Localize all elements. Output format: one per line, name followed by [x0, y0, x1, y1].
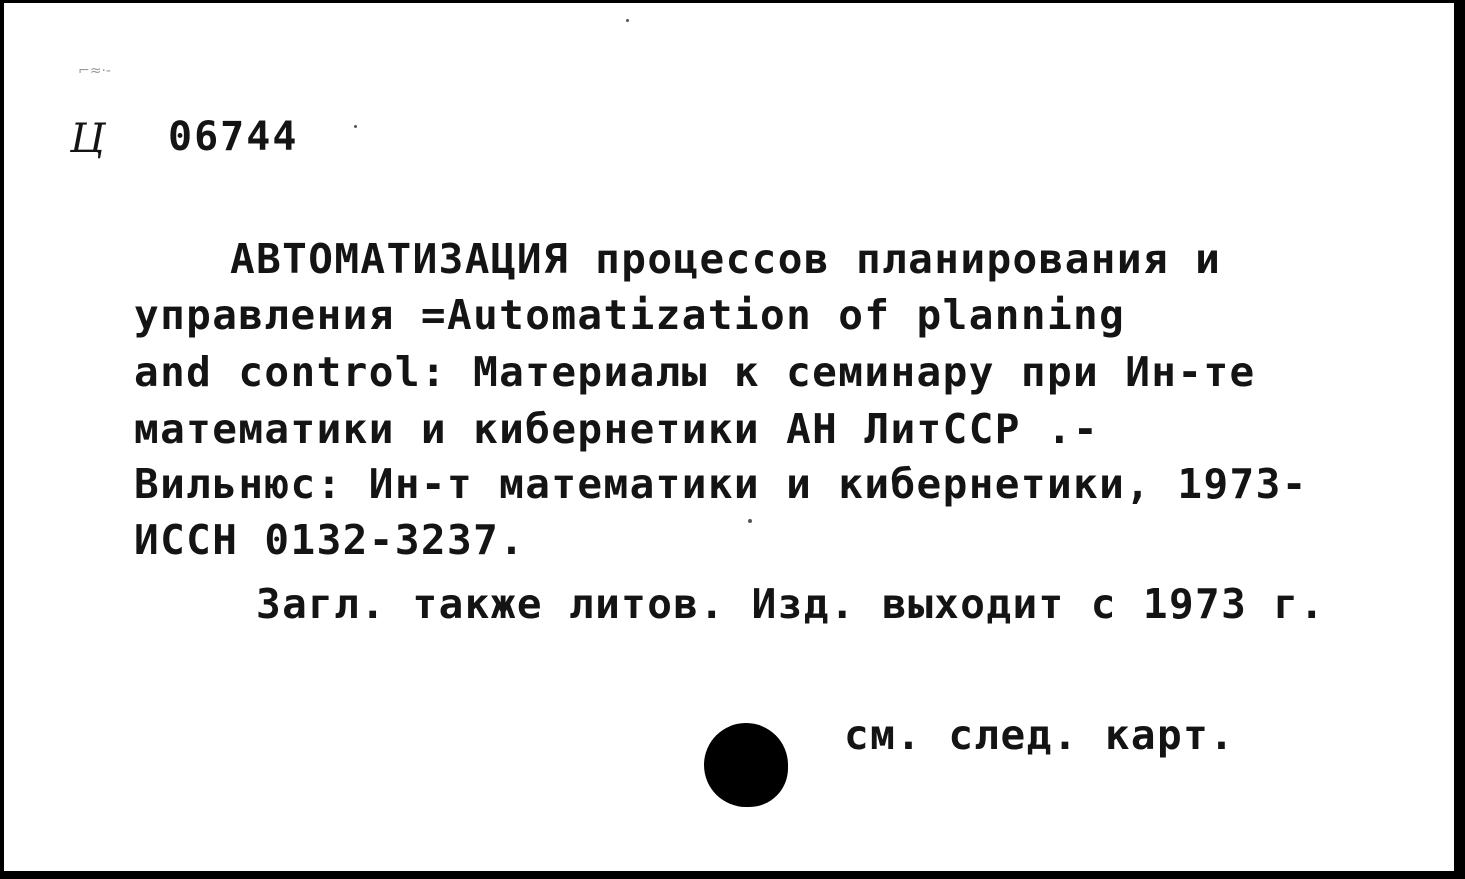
faint-pencil-mark: ⌐≈·-	[78, 63, 111, 79]
title-line-2: управления =Automatization of planning	[134, 291, 1126, 339]
speck	[748, 519, 752, 523]
title-line-1: АВТОМАТИЗАЦИЯ процессов планирования и	[230, 235, 1222, 283]
title-line-3: and control: Материалы к семинару при Ин-те	[134, 348, 1256, 396]
shelfmark: 06744	[168, 114, 299, 160]
note-line: Загл. также литов. Изд. выходит с 1973 г.	[256, 580, 1326, 628]
issn-line: ИССН 0132-3237.	[134, 516, 526, 564]
speck	[354, 125, 357, 128]
speck	[626, 19, 629, 22]
continuation-note: см. след. карт.	[844, 711, 1236, 759]
imprint-line-1: математики и кибернетики АН ЛитССР .-	[134, 405, 1100, 453]
catalog-card	[4, 3, 1454, 871]
shelf-prefix: Ц	[70, 116, 105, 162]
filled-circle-mark	[704, 723, 788, 807]
imprint-line-2: Вильнюс: Ин-т математики и кибернетики, 1973-	[134, 460, 1308, 508]
